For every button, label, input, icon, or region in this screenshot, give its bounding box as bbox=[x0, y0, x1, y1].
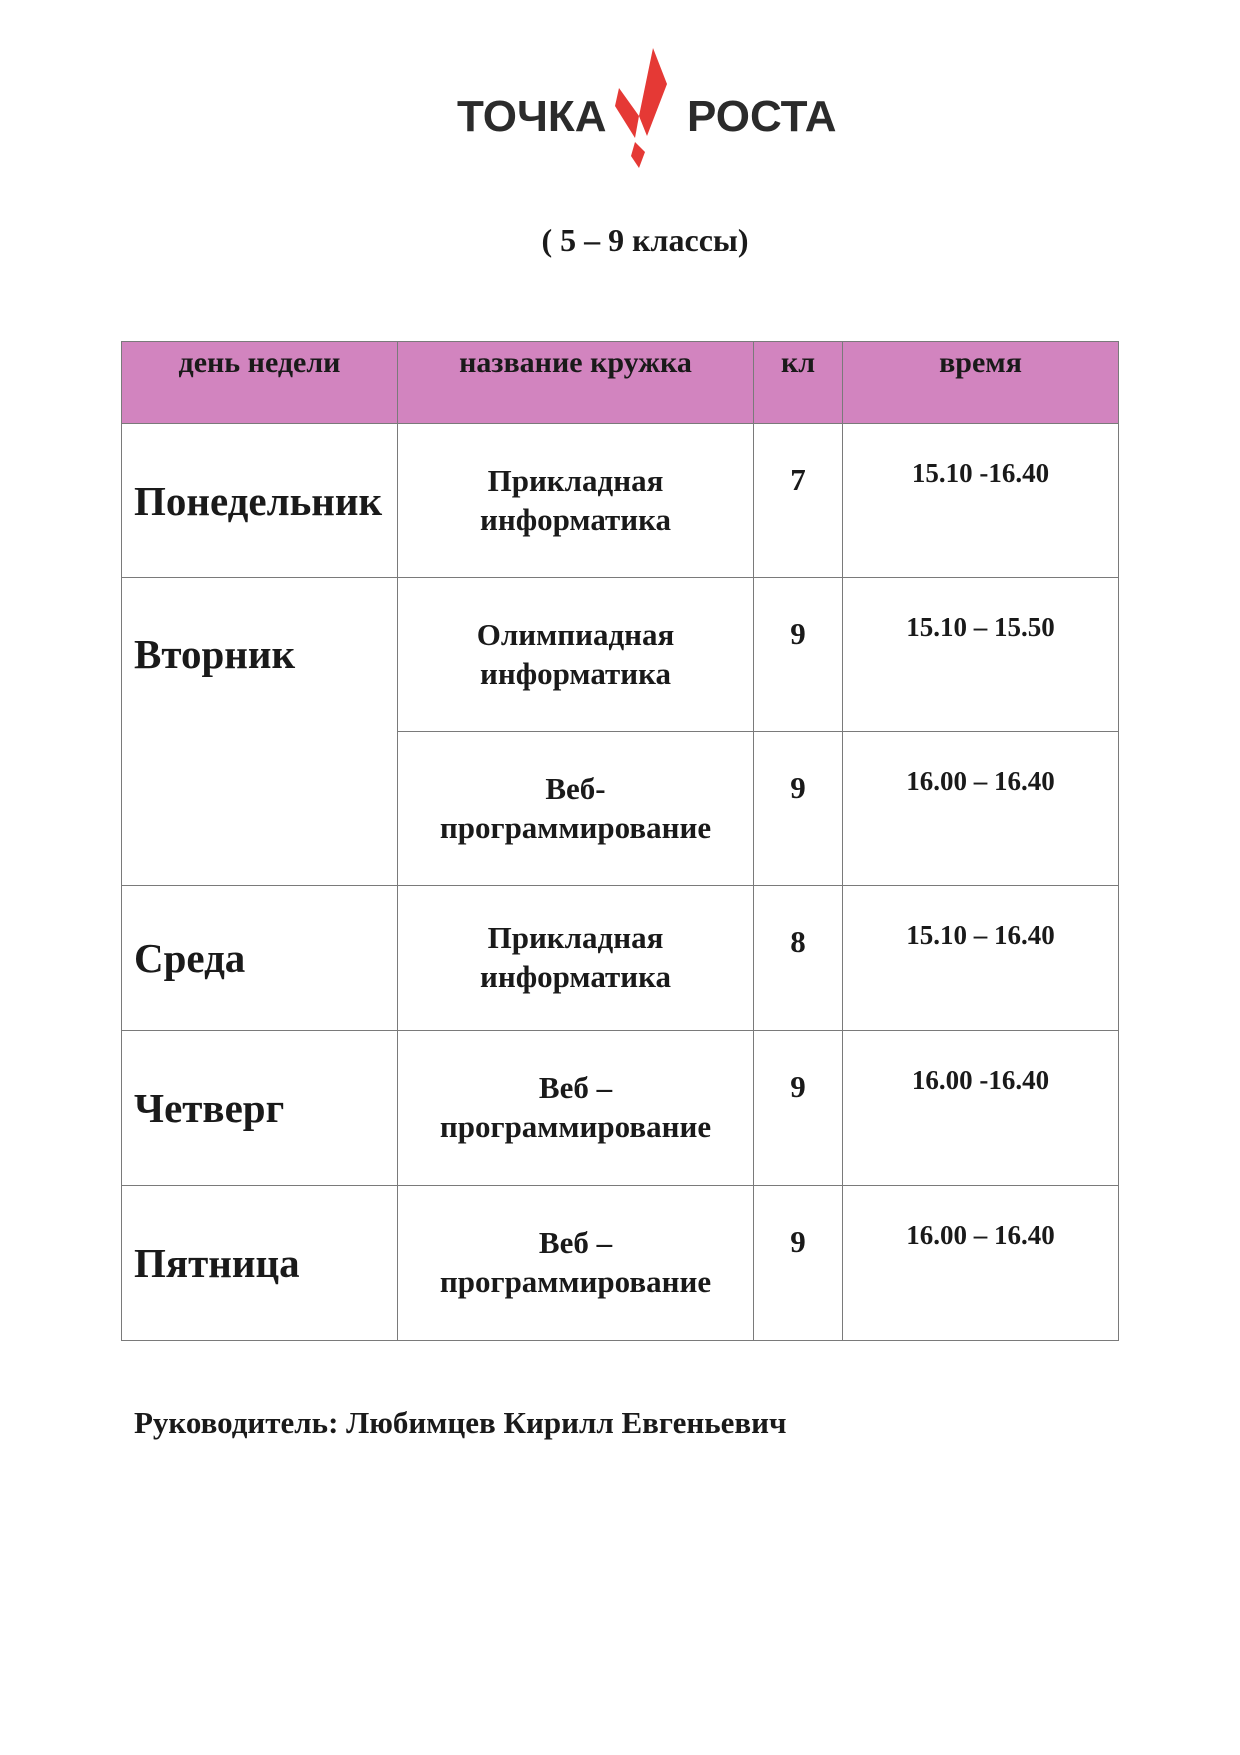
time-cell: 16.00 – 16.40 bbox=[843, 1186, 1119, 1341]
table-row bbox=[122, 1031, 1119, 1186]
header-class: кл bbox=[754, 342, 843, 424]
class-cell: 9 bbox=[754, 578, 843, 732]
club-line: информатика bbox=[479, 501, 672, 537]
club-line: Олимпиадная bbox=[476, 616, 675, 652]
time-cell: 15.10 -16.40 bbox=[843, 424, 1119, 578]
day-cell: Среда bbox=[122, 886, 398, 1031]
header-club: название кружка bbox=[398, 342, 754, 424]
time-cell: 15.10 – 15.50 bbox=[843, 578, 1119, 732]
club-line: программирование bbox=[439, 809, 712, 845]
class-cell: 9 bbox=[754, 1031, 843, 1186]
day-cell: Пятница bbox=[122, 1186, 398, 1341]
page-subtitle: ( 5 – 9 классы) bbox=[541, 222, 749, 258]
supervisor-line: Руководитель: Любимцев Кирилл Евгеньевич bbox=[134, 1405, 787, 1440]
club-cell bbox=[398, 732, 754, 886]
club-line: программирование bbox=[439, 1264, 712, 1299]
header-day: день недели bbox=[122, 342, 398, 424]
logo-word-left: ТОЧКА bbox=[457, 92, 607, 141]
club-cell bbox=[398, 886, 754, 1031]
table-header-row bbox=[122, 342, 1119, 424]
club-cell bbox=[398, 578, 754, 732]
club-line: Веб – bbox=[538, 1225, 613, 1261]
logo-word-right: РОСТА bbox=[687, 92, 837, 141]
club-line: Веб – bbox=[538, 1070, 613, 1106]
club-line: Веб- bbox=[545, 770, 606, 806]
club-cell bbox=[398, 1031, 754, 1186]
table-row bbox=[122, 424, 1119, 578]
club-line: информатика bbox=[479, 655, 672, 691]
time-cell: 16.00 -16.40 bbox=[843, 1031, 1119, 1186]
club-line: Прикладная bbox=[487, 920, 664, 956]
club-line: информатика bbox=[479, 959, 672, 994]
day-cell: Вторник bbox=[122, 578, 398, 886]
time-cell: 16.00 – 16.40 bbox=[843, 732, 1119, 886]
class-cell: 9 bbox=[754, 1186, 843, 1341]
table-row bbox=[122, 1186, 1119, 1341]
class-cell: 7 bbox=[754, 424, 843, 578]
day-cell: Четверг bbox=[122, 1031, 398, 1186]
club-cell bbox=[398, 424, 754, 578]
table-row bbox=[122, 578, 1119, 732]
club-cell bbox=[398, 1186, 754, 1341]
schedule-table bbox=[121, 341, 1119, 1341]
club-line: программирование bbox=[439, 1109, 712, 1144]
logo bbox=[455, 40, 835, 170]
class-cell: 8 bbox=[754, 886, 843, 1031]
sprout-icon bbox=[613, 44, 675, 172]
table-row bbox=[122, 886, 1119, 1031]
day-cell: Понедельник bbox=[122, 424, 398, 578]
time-cell: 15.10 – 16.40 bbox=[843, 886, 1119, 1031]
header-time: время bbox=[843, 342, 1119, 424]
class-cell: 9 bbox=[754, 732, 843, 886]
club-line: Прикладная bbox=[487, 462, 664, 498]
